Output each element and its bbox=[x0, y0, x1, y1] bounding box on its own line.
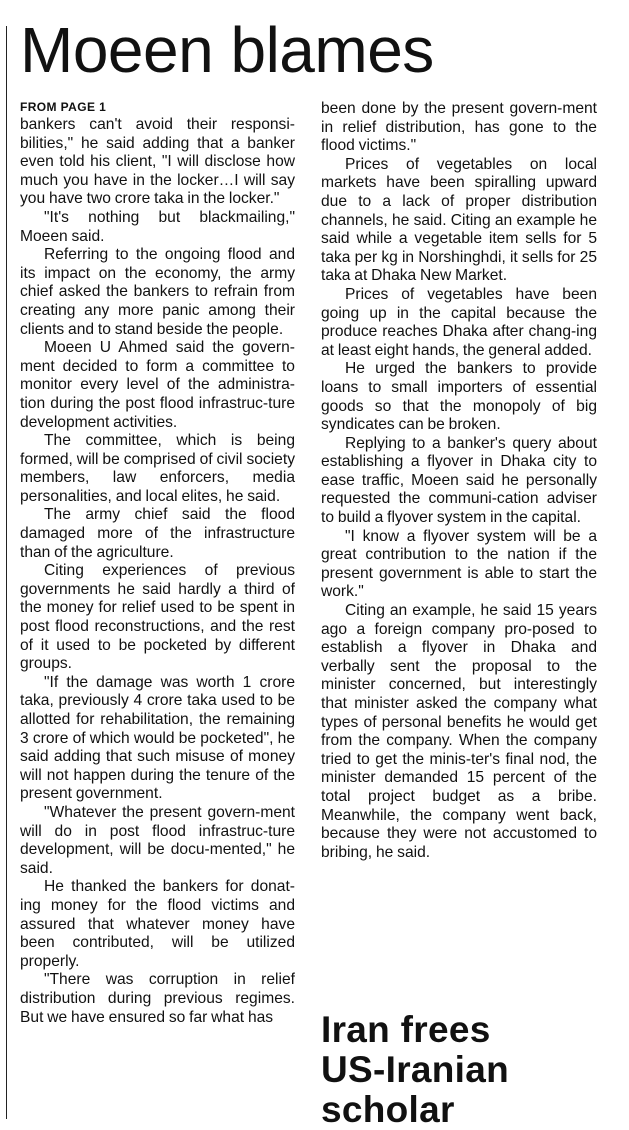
paragraph: "There was corruption in relief distribution during previous regimes. But we have ensured so far what has bbox=[20, 971, 295, 1026]
paragraph: "Whatever the present govern-ment will do in post flood infrastruc-ture development, will be docu-mented," he said. bbox=[20, 803, 295, 877]
paragraph: Moeen U Ahmed said the govern-ment decided to form a committee to monitor every level of the administra-tion during the post flood infrastruc-ture development activities. bbox=[20, 339, 295, 431]
paragraph: The committee, which is being formed, will be comprised of civil society members, law enforcers, media personalities, and local elites, he said. bbox=[20, 432, 295, 505]
paragraph: been done by the present govern-ment in relief distribution, has gone to the flood victims." bbox=[321, 100, 597, 155]
paragraph: He thanked the bankers for donat-ing money for the flood victims and assured that whatever money have been contributed, will be utilized properly. bbox=[20, 878, 295, 970]
article-left-column bbox=[20, 116, 295, 1027]
paragraph: bankers can't avoid their responsi-bilities," he said adding that a banker even told his client, "I will disclose how much you have in the locker…I will say you have two crore taka in the locker." bbox=[20, 116, 295, 208]
headline-line: US-Iranian bbox=[321, 1049, 510, 1090]
paragraph: Citing experiences of previous governments he said hardly a third of the money for relief used to be spent in post flood reconstructions, and the rest of it used to be pocketed by different groups. bbox=[20, 562, 295, 673]
paragraph: Replying to a banker's query about establishing a flyover in Dhaka city to ease traffic, Moeen said he personally requested the communi-cation adviser to build a flyover system in the capital. bbox=[321, 434, 597, 527]
paragraph: The army chief said the flood damaged more of the infrastructure than of the agriculture. bbox=[20, 506, 295, 561]
paragraph: He urged the bankers to provide loans to small importers of essential goods so that the monopoly of big syndicates can be broken. bbox=[321, 360, 597, 434]
paragraph: Prices of vegetables on local markets have been spiralling upward due to a lack of proper distribution channels, he said. Citing an example he said while a vegetable item sells for 5 taka per kg in Norshinghdi, it sells for 25 taka at Dhaka New Market. bbox=[321, 155, 597, 285]
next-article-headline bbox=[321, 1010, 509, 1130]
headline-line: Iran frees bbox=[321, 1009, 491, 1050]
continuation-kicker: FROM PAGE 1 bbox=[20, 100, 107, 114]
paragraph: Citing an example, he said 15 years ago a foreign company pro-posed to establish a flyover in Dhaka and verbally sent the proposal to the minister concerned, but interestingly that minister asked the company what types of personal benefits he would get from the company. When the company tried to get the minis-ter's final nod, the minister demanded 15 percent of the total project budget as a bribe. Meanwhile, the company went back, because they were not accustomed to bribing, he said. bbox=[321, 602, 597, 861]
paragraph: Referring to the ongoing flood and its impact on the economy, the army chief asked the bankers to refrain from creating any more panic among their clients and to stand beside the people. bbox=[20, 246, 295, 338]
paragraph: "It's nothing but blackmailing," Moeen said. bbox=[20, 208, 295, 245]
article-right-column bbox=[321, 100, 597, 862]
headline-line: scholar bbox=[321, 1089, 455, 1130]
paragraph: "I know a flyover system will be a great contribution to the nation if the present government is able to start the work." bbox=[321, 527, 597, 601]
column-rule bbox=[6, 26, 7, 1119]
headline: Moeen blames bbox=[20, 14, 434, 86]
paragraph: Prices of vegetables have been going up in the capital because the produce reaches Dhaka after chang-ing at least eight hands, the general added. bbox=[321, 285, 597, 359]
paragraph: "If the damage was worth 1 crore taka, previously 4 crore taka used to be allotted for rehabilitation, the remaining 3 crore of which would be pocketed", he said adding that such misuse of money will not happen during the tenure of the present government. bbox=[20, 673, 295, 803]
